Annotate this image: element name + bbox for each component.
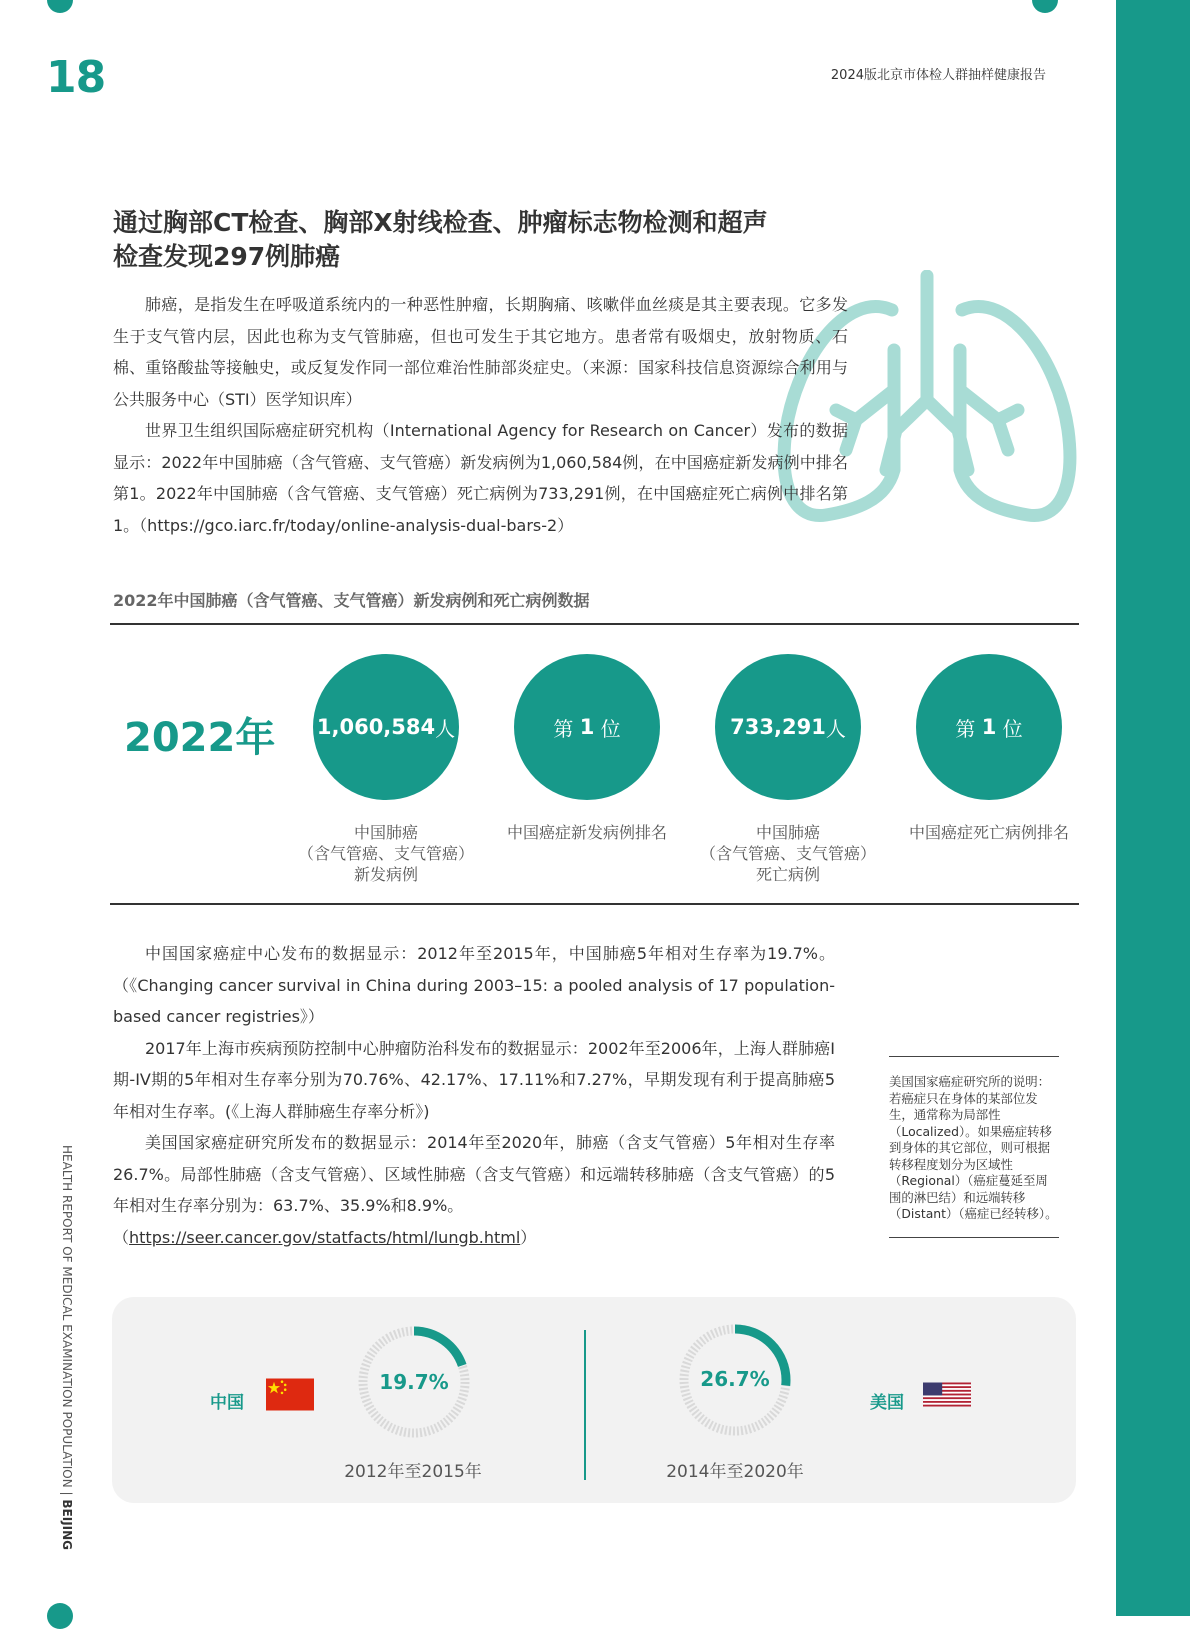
stat-circle-new-cases [313,654,459,800]
stat-unit: 位 [1002,716,1023,741]
stat-circle-deaths [715,654,861,800]
country-label-usa: 美国 [870,1393,904,1413]
country-label-china: 中国 [210,1393,244,1413]
stat-value: 1,060,584 [316,715,436,739]
caption-line: 中国肺癌 [353,823,418,842]
caption-line: 中国肺癌 [755,823,820,842]
usa-period: 2014年至2020年 [666,1462,804,1482]
stat-unit: 人 [435,716,456,741]
stat-caption-new-cases [286,822,486,885]
china-survival-rate: 19.7% [379,1370,449,1394]
side-label-text: HEALTH REPORT OF MEDICAL EXAMINATION POPULATION [60,1145,74,1488]
stat-value: 1 [579,715,595,739]
stats-top-rule [110,623,1079,625]
caption-line: （含气管癌、支气管癌） [699,844,876,863]
caption-line: 新发病例 [353,865,418,884]
caption-line: 死亡病例 [755,865,820,884]
survival-text [113,938,835,1253]
stat-caption-death-rank [889,822,1089,843]
china-flag-icon [266,1378,314,1411]
stat-prefix: 第 [553,716,574,741]
side-label [54,1145,74,1551]
headline-line-1: 通过胸部CT检查、胸部X射线检查、肿瘤标志物检测和超声 [113,208,768,237]
seer-source-link[interactable]: https://seer.cancer.gov/statfacts/html/lungb.html [129,1227,521,1247]
report-title: 2024版北京市体检人群抽样健康报告 [830,68,1046,83]
china-period: 2012年至2015年 [344,1462,482,1482]
usa-survival-rate: 26.7% [700,1367,770,1391]
side-label-city: BEIJING [60,1499,74,1551]
usa-flag-icon [923,1378,971,1411]
survival-paragraph-1: 中国国家癌症中心发布的数据显示：2012年至2015年，中国肺癌5年相对生存率为19.7%。（《Changing cancer survival in China during 2003–15: a pooled analysis of 17 population-based cancer registries》） [113,944,835,1026]
caption-line: （含气管癌、支气管癌） [297,844,474,863]
stat-value: 733,291 [730,715,826,739]
survival-source [113,1222,835,1254]
stats-bottom-rule [110,903,1079,905]
corner-dot-top-right [1032,0,1058,13]
nci-note: 美国国家癌症研究所的说明：若癌症只在身体的某部位发生，通常称为局部性（Localized）。如果癌症转移到身体的其它部位，则可根据转移程度划分为区域性（Regional）（癌症蔓延至周围的淋巴结）和远端转移（Distant）（癌症已经转移）。 [889,1056,1059,1238]
page-number: 18 [46,52,106,103]
survival-paragraph-2: 2017年上海市疾病预防控制中心肿瘤防治科发布的数据显示：2002年至2006年，上海人群肺癌I期-IV期的5年相对生存率分别为70.76%、42.17%、17.11%和7.27%，早期发现有利于提高肺癌5年相对生存率。(《上海人群肺癌生存率分析》) [113,1038,835,1121]
link-close-bracket: ） [520,1227,537,1247]
intro-paragraph-2: 世界卫生组织国际癌症研究机构（International Agency for Research on Cancer）发布的数据显示：2022年中国肺癌（含气管癌、支气管癌）新发病例为1,060,584例，在中国癌症新发病例中排名第1。2022年中国肺癌（含气管癌、支气管癌）死亡病例为733,291例，在中国癌症死亡病例中排名第1。（https://gco.iarc.fr/today/online-analysis-dual-bars-2） [113,421,848,535]
stat-caption-new-rank [487,822,687,843]
side-accent-bar [1116,0,1190,1616]
stats-section-title: 2022年中国肺癌（含气管癌、支气管癌）新发病例和死亡病例数据 [113,591,590,610]
headline-line-2: 检查发现297例肺癌 [113,242,341,271]
stat-unit: 人 [825,716,846,741]
survival-paragraph-3: 美国国家癌症研究所发布的数据显示：2014年至2020年，肺癌（含支气管癌）5年相对生存率26.7%。局部性肺癌（含支气管癌）、区域性肺癌（含支气管癌）和远端转移肺癌（含支气管癌）的5年相对生存率分别为：63.7%、35.9%和8.9%。 [113,1133,835,1215]
caption-line: 中国癌症死亡病例排名 [908,823,1069,842]
stat-circle-new-rank [514,654,660,800]
intro-text [113,289,848,541]
stat-unit: 位 [600,716,621,741]
stats-year: 2022年 [124,715,276,761]
stat-prefix: 第 [955,716,976,741]
caption-line: 中国癌症新发病例排名 [506,823,667,842]
stat-caption-deaths [688,822,888,885]
section-headline [113,206,853,274]
intro-paragraph-1: 肺癌，是指发生在呼吸道系统内的一种恶性肿瘤，长期胸痛、咳嗽伴血丝痰是其主要表现。它多发生于支气管内层，因此也称为支气管肺癌，但也可发生于其它地方。患者常有吸烟史，放射物质、石棉、重铬酸盐等接触史，或反复发作同一部位难治性肺部炎症史。（来源：国家科技信息资源综合利用与公共服务中心（STI）医学知识库） [113,295,848,409]
stat-value: 1 [981,715,997,739]
side-label-separator: | [60,1491,74,1496]
comparison-divider [584,1330,586,1480]
corner-dot-top-left [47,0,73,13]
corner-dot-bottom-left [47,1603,73,1629]
link-open-bracket: （ [113,1227,130,1247]
stat-circle-death-rank [916,654,1062,800]
